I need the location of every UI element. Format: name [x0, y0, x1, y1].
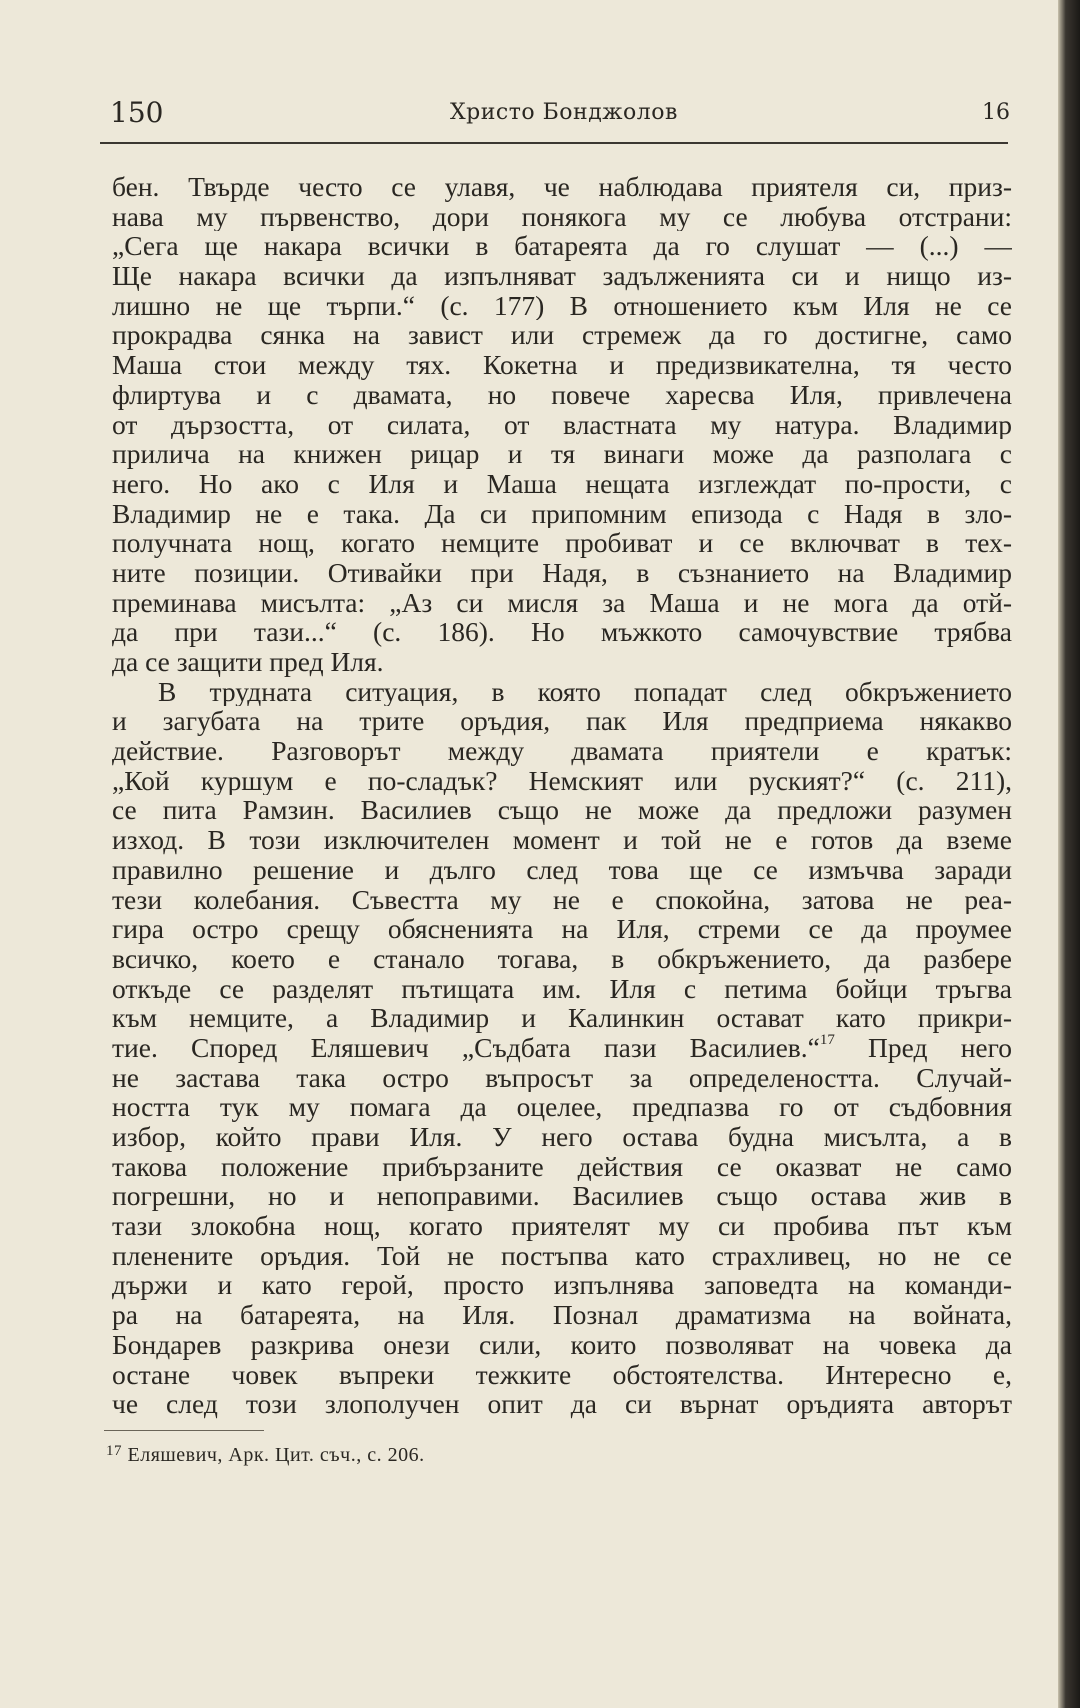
- body-line: „Сега ще накара всички в батареята да го слушат — (...) —: [112, 231, 1012, 262]
- body-line: [112, 1033, 1012, 1063]
- body-line: прокрадва сянка на завист или стремеж да го достигне, само: [112, 320, 1012, 351]
- body-line: тези колебания. Съвестта му не е спокойна, затова не реа-: [112, 884, 1012, 915]
- body-line: нава му първенство, дори понякога му се любува отстрани:: [112, 201, 1012, 232]
- footnote-marker: 17: [106, 1443, 122, 1459]
- footnote-rule: [104, 1430, 264, 1431]
- body-line: пленените оръдия. Той не постъпва като страхливец, но не се: [112, 1240, 1012, 1271]
- body-line-tail: Пред него: [834, 1032, 1012, 1063]
- body-line: такова положение прибързаните действия се оказват не само: [112, 1151, 1012, 1182]
- body-line: от дързостта, от силата, от властната му натура. Владимир: [112, 409, 1012, 440]
- running-head: Христо Бонджолов: [450, 100, 678, 125]
- body-line: гира остро срещу обясненията на Иля, стреми се да проумее: [112, 914, 1012, 944]
- body-line: получната нощ, когато немците пробиват и се включват в тех-: [112, 528, 1012, 558]
- footnote-reference: 17: [819, 1032, 835, 1048]
- body-line: всичко, което е станало тогава, в обкръжението, да разбере: [112, 943, 1012, 974]
- body-line: действие. Разговорът между двамата приятели е кратък:: [112, 736, 1012, 766]
- body-line: държи и като герой, просто изпълнява заповедта на команди-: [112, 1270, 1012, 1301]
- body-line: Бондарев разкрива онези сили, които позволяват на човека да: [112, 1329, 1012, 1360]
- page-edge-shadow: [1058, 0, 1080, 1708]
- body-line: ността тук му помага да оцелее, предпазва го от съдбовния: [112, 1092, 1012, 1122]
- body-line: ните позиции. Отивайки при Надя, в съзнанието на Владимир: [112, 557, 1012, 588]
- body-line: него. Но ако с Иля и Маша нещата изглеждат по-прости, с: [112, 468, 1012, 499]
- body-line: Ще накара всички да изпълняват задълженията си и нищо из-: [112, 261, 1012, 291]
- body-line: правилно решение и дълго след това ще се измъчва заради: [112, 854, 1012, 885]
- body-line: и загубата на трите оръдия, пак Иля предприема някакво: [112, 706, 1012, 737]
- body-line: „Кой куршум е по-сладък? Немският или руският?“ (с. 211),: [112, 765, 1012, 796]
- body-line: флиртува и с двамата, но повече харесва Иля, привлечена: [112, 379, 1012, 410]
- page-number: 150: [110, 96, 164, 129]
- body-line: преминава мисълта: „Аз си мисля за Маша и не мога да отй-: [112, 587, 1012, 618]
- body-line: прилича на книжен рицар и тя винаги може да разполага с: [112, 439, 1012, 469]
- body-line: се пита Рамзин. Василиев също не може да предложи разумен: [112, 795, 1012, 826]
- body-line: ра на батареята, на Иля. Познал драматизма на войната,: [112, 1300, 1012, 1330]
- body-line: погрешни, но и непоправими. Василиев също остава жив в: [112, 1181, 1012, 1212]
- header-rule: [100, 142, 1008, 144]
- page-header: [110, 96, 1010, 136]
- footnote-text: Еляшевич, Арк. Цит. съч., с. 206.: [127, 1444, 425, 1466]
- body-line: към немците, а Владимир и Калинкин остават като прикри-: [112, 1003, 1012, 1033]
- body-line: изход. В този изключителен момент и той не е готов да вземе: [112, 825, 1012, 855]
- body-line: Маша стои между тях. Кокетна и предизвикателна, тя често: [112, 350, 1012, 380]
- body-line: В трудната ситуация, в която попадат след обкръжението: [158, 676, 1012, 707]
- body-line: не застава така остро въпросът за определеността. Случай-: [112, 1062, 1012, 1093]
- body-line: откъде се разделят пътищата им. Иля с петима бойци тръгва: [112, 973, 1012, 1004]
- body-line: да се защити пред Иля.: [112, 647, 384, 677]
- body-line: лишно не ще търпи.“ (с. 177) В отношението към Иля не се: [112, 290, 1012, 321]
- body-line: че след този злополучен опит да си върнат оръдията авторът: [112, 1389, 1012, 1419]
- body-line: остане човек въпреки тежките обстоятелства. Интересно е,: [112, 1359, 1012, 1390]
- body-line: избор, който прави Иля. У него остава будна мисълта, а в: [112, 1122, 1012, 1152]
- body-line-text: тие. Според Еляшевич „Съдбата пази Василиев.“: [112, 1032, 820, 1063]
- body-line: бен. Твърде често се улавя, че наблюдава приятеля си, приз-: [112, 172, 1012, 202]
- footnote: [106, 1444, 906, 1467]
- body-line: тази злокобна нощ, когато приятелят му си пробива път към: [112, 1211, 1012, 1241]
- body-text: [112, 172, 1012, 1419]
- header-mark: 16: [982, 100, 1010, 125]
- body-line: да при тази...“ (с. 186). Но мъжкото самочувствие трябва: [112, 617, 1012, 647]
- body-line: Владимир не е така. Да си припомним епизода с Надя в зло-: [112, 498, 1012, 529]
